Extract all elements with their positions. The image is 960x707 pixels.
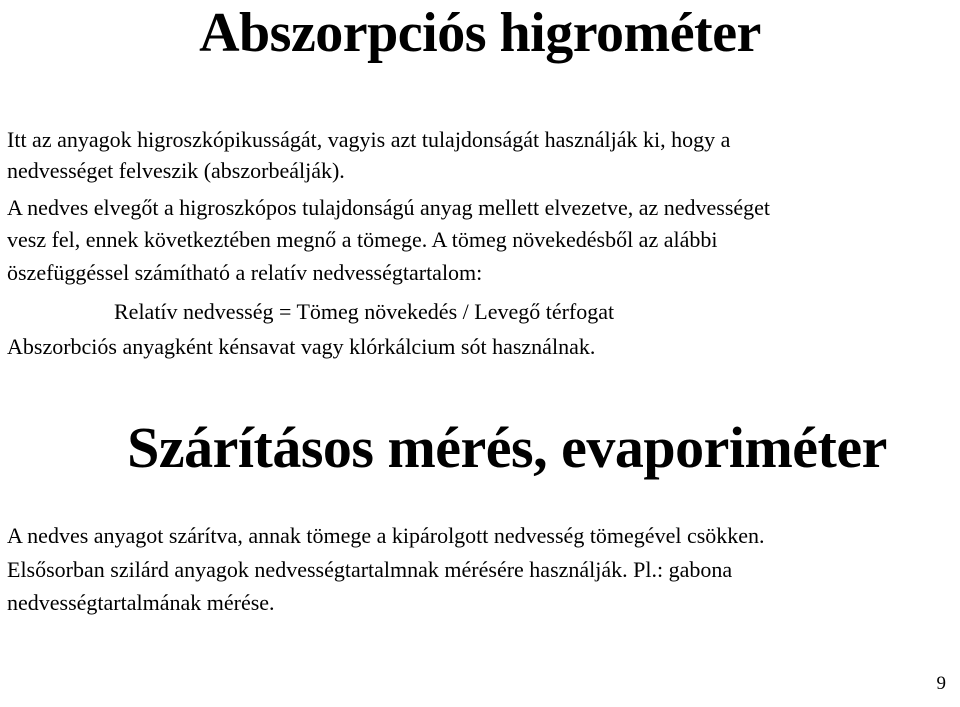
body-line: Elsősorban szilárd anyagok nedvességtartalmnak mérésére használják. Pl.: gabona bbox=[7, 557, 733, 582]
page-number: 9 bbox=[936, 673, 946, 694]
formula-line: Relatív nedvesség = Tömeg növekedés / Levegő térfogat bbox=[114, 299, 615, 324]
body-line: A nedves elvegőt a higroszkópos tulajdonságú anyag mellett elvezetve, az nedvességet bbox=[7, 195, 771, 220]
body-line: A nedves anyagot szárítva, annak tömege a kipárolgott nedvesség tömegével csökken. bbox=[7, 523, 765, 548]
section-1-title: Abszorpciós higrométer bbox=[199, 2, 761, 64]
body-line: vesz fel, ennek következtében megnő a tömege. A tömeg növekedésből az alábbi bbox=[7, 227, 718, 252]
section-2-title: Szárításos mérés, evaporiméter bbox=[127, 415, 887, 480]
body-line: Itt az anyagok higroszkópikusságát, vagyis azt tulajdonságát használják ki, hogy a bbox=[7, 127, 731, 152]
body-line: öszefüggéssel számítható a relatív nedvességtartalom: bbox=[7, 260, 483, 285]
body-line: Abszorbciós anyagként kénsavat vagy klórkálcium sót használnak. bbox=[7, 334, 596, 359]
body-line: nedvességet felveszik (abszorbeálják). bbox=[7, 158, 345, 183]
body-line: nedvességtartalmának mérése. bbox=[7, 590, 275, 615]
